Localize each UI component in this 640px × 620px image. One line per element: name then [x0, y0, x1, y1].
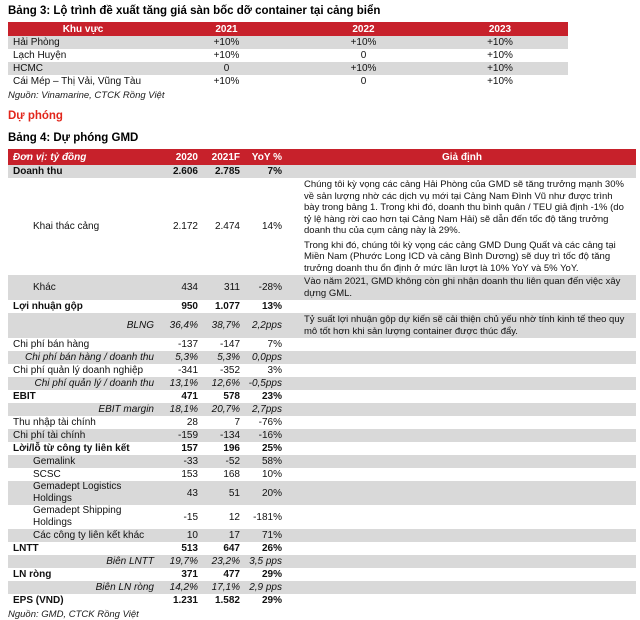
assumption-cell	[288, 313, 636, 338]
value-yoy: 0,0pps	[251, 352, 282, 363]
row-label: Gemadept Logistics Holdings	[33, 481, 122, 504]
table3-header-2022: 2022	[352, 23, 375, 35]
value-yoy: 26%	[261, 543, 282, 554]
table-row	[8, 481, 636, 505]
assumption-cell	[288, 171, 636, 173]
table3-title: Bảng 3: Lộ trình đề xuất tăng giá sàn bốc dỡ container tại cảng biển	[8, 5, 381, 17]
table-row	[8, 338, 636, 351]
value-yoy: -28%	[258, 282, 282, 293]
value-yoy: -16%	[258, 430, 282, 441]
value-yoy: 3,5 pps	[249, 556, 282, 567]
table4-header-2021f: 2021F	[211, 151, 240, 163]
table-row	[8, 529, 636, 542]
table4-title: Bảng 4: Dự phóng GMD	[8, 132, 139, 144]
value-cell: +10%	[487, 76, 513, 87]
value-yoy: -0,5pps	[248, 378, 282, 389]
value-2021f: -147	[219, 339, 240, 350]
value-2021f: -134	[219, 430, 240, 441]
table3-header-row	[8, 22, 568, 36]
table-row	[8, 351, 636, 364]
assumption-cell	[288, 448, 636, 450]
row-label: Lạch Huyện	[13, 50, 67, 61]
table4	[8, 149, 636, 607]
value-yoy: 23%	[261, 391, 282, 402]
row-label: Biên LNTT	[106, 555, 154, 567]
row-label: Chi phí bán hàng	[13, 338, 90, 350]
table-row	[8, 36, 568, 49]
value-2021f: 23,2%	[211, 556, 240, 567]
assumption-paragraph: Chúng tôi kỳ vọng các cảng Hải Phòng của GMD sẽ tăng trưởng mạnh 30% về sản lượng nhờ các dịch vụ mới tại Cảng Nam Đình Vũ như được trình bày trong bảng 1. Trong khi đó, doanh thu bình quân / TEU giả định -1% (do tỷ lệ hàng rời cao hơn tại Cảng Nam Hải) sẽ dẫn đến tốc độ tăng trưởng doanh thu của cụm cảng này là 29%.	[304, 179, 624, 236]
value-2020: 513	[181, 543, 198, 554]
table3	[8, 22, 568, 88]
assumption-cell	[288, 357, 636, 359]
value-yoy: 71%	[261, 530, 282, 541]
value-cell: +10%	[213, 76, 240, 87]
row-label: Chi phí quản lý doanh nghiệp	[13, 364, 144, 376]
value-2020: 1.231	[172, 595, 198, 606]
assumption-cell	[288, 275, 636, 300]
row-label: Khác	[33, 281, 56, 293]
assumption-cell	[288, 461, 636, 463]
value-2021f: 1.582	[214, 595, 240, 606]
assumption-cell	[288, 383, 636, 385]
value-yoy: 29%	[261, 569, 282, 580]
value-2020: 28	[186, 417, 198, 428]
value-2020: 434	[181, 282, 198, 293]
row-label: LNTT	[13, 542, 39, 554]
value-2021f: 311	[224, 282, 240, 293]
value-2021f: 12	[228, 511, 240, 523]
row-label: Biên LN ròng	[95, 581, 154, 593]
value-cell: +10%	[487, 63, 513, 74]
value-2020: 19,7%	[169, 556, 198, 567]
table4-header-assumption: Giả định	[442, 151, 482, 163]
value-yoy: -181%	[253, 511, 282, 523]
table-row	[8, 468, 636, 481]
assumption-cell	[288, 409, 636, 411]
value-yoy: 2,2pps	[251, 320, 282, 331]
value-2021f: 12,6%	[211, 378, 240, 389]
table-row	[8, 455, 636, 468]
table-row	[8, 300, 636, 313]
value-2020: 153	[181, 469, 198, 480]
value-yoy: 2,9 pps	[249, 582, 282, 593]
value-yoy: 3%	[267, 365, 282, 376]
table-row	[8, 429, 636, 442]
assumption-cell	[288, 435, 636, 437]
table3-header-region: Khu vực	[62, 23, 104, 35]
value-2020: -15	[183, 511, 198, 523]
assumption-paragraph: Tỷ suất lợi nhuận gộp dự kiến sẽ cải thiện chủ yếu nhờ tính kinh tế theo quy mô tốt hơn khi sản lượng container được thúc đẩy.	[304, 314, 625, 337]
value-2021f: 17,1%	[211, 582, 240, 593]
value-2020: 14,2%	[169, 582, 198, 593]
row-label: Gemadept Shipping Holdings	[33, 505, 122, 528]
value-cell: +10%	[350, 37, 377, 48]
table-row	[8, 377, 636, 390]
row-label: HCMC	[13, 63, 43, 74]
table4-body	[8, 165, 636, 607]
value-yoy: 20%	[261, 487, 282, 499]
value-2020: -159	[177, 430, 198, 441]
row-label: Hải Phòng	[13, 37, 60, 48]
assumption-cell	[288, 587, 636, 589]
row-label: SCSC	[33, 468, 61, 480]
assumption-cell	[288, 474, 636, 476]
value-cell: +10%	[350, 63, 377, 74]
assumption-cell	[288, 492, 636, 494]
table-row	[8, 49, 568, 62]
table-row	[8, 75, 568, 88]
assumption-cell	[288, 306, 636, 308]
table-row	[8, 403, 636, 416]
table-row	[8, 594, 636, 607]
value-2020: -137	[177, 339, 198, 350]
assumption-cell	[288, 344, 636, 346]
value-yoy: 2,7pps	[251, 404, 282, 415]
row-label: EBIT margin	[98, 403, 154, 415]
value-2020: -33	[183, 456, 198, 467]
value-yoy: 7%	[267, 339, 282, 350]
value-cell: +10%	[213, 37, 240, 48]
value-2021f: 20,7%	[211, 404, 240, 415]
value-2021f: 5,3%	[217, 352, 240, 363]
table-row	[8, 555, 636, 568]
table3-body	[8, 36, 568, 88]
value-yoy: 29%	[261, 595, 282, 606]
table-row	[8, 416, 636, 429]
row-label: Thu nhập tài chính	[13, 416, 96, 428]
value-2021f: 578	[223, 391, 240, 402]
value-2020: 5,3%	[175, 352, 198, 363]
table-row	[8, 364, 636, 377]
table-row	[8, 275, 636, 300]
value-cell: +10%	[487, 37, 513, 48]
value-yoy: 7%	[267, 166, 282, 177]
value-2021f: 7	[234, 417, 240, 428]
value-cell: 0	[360, 50, 367, 61]
value-2020: 10	[186, 530, 198, 541]
table-row	[8, 178, 636, 275]
value-2020: 43	[186, 487, 198, 499]
value-2021f: 647	[223, 543, 240, 554]
assumption-cell	[288, 535, 636, 537]
value-2020: 950	[181, 301, 198, 312]
value-2021f: -52	[225, 456, 240, 467]
value-2020: 2.172	[172, 221, 198, 232]
value-yoy: -76%	[258, 417, 282, 428]
value-2021f: -352	[219, 365, 240, 376]
section-heading-forecast: Dự phóng	[8, 110, 63, 122]
table3-source: Nguồn: Vinamarine, CTCK Rồng Việt	[8, 90, 165, 101]
value-2021f: 17	[228, 530, 240, 541]
row-label: Chi phí tài chính	[13, 429, 86, 441]
table4-header-row	[8, 149, 636, 165]
row-label: Chi phí bán hàng / doanh thu	[25, 351, 154, 363]
value-cell: 0	[360, 76, 367, 87]
value-yoy: 58%	[261, 456, 282, 467]
row-label: Lời/lỗ từ công ty liên kết	[13, 442, 130, 454]
table-row	[8, 62, 568, 75]
table4-header-2020: 2020	[175, 151, 198, 163]
value-2020: -341	[177, 365, 198, 376]
value-yoy: 10%	[261, 469, 282, 480]
value-2020: 2.606	[172, 166, 198, 177]
assumption-cell	[288, 370, 636, 372]
assumption-cell	[288, 516, 636, 518]
value-2021f: 1.077	[214, 301, 240, 312]
table4-header-yoy: YoY %	[251, 151, 282, 163]
assumption-paragraph: Vào năm 2021, GMD không còn ghi nhận doanh thu liên quan đến việc xây dựng GML.	[304, 276, 621, 299]
value-2020: 471	[181, 391, 198, 402]
value-cell: +10%	[213, 50, 240, 61]
value-yoy: 14%	[261, 221, 282, 232]
value-2021f: 2.785	[214, 166, 240, 177]
table-row	[8, 542, 636, 555]
value-2021f: 38,7%	[211, 320, 240, 331]
row-label: Doanh thu	[13, 165, 63, 177]
value-2020: 18,1%	[169, 404, 198, 415]
table-row	[8, 505, 636, 529]
value-cell: 0	[223, 63, 230, 74]
value-2020: 13,1%	[169, 378, 198, 389]
assumption-cell	[288, 600, 636, 602]
value-2021f: 51	[228, 487, 240, 499]
table-row	[8, 581, 636, 594]
value-2021f: 2.474	[214, 221, 240, 232]
assumption-cell	[288, 178, 636, 275]
assumption-cell	[288, 561, 636, 563]
table-row	[8, 390, 636, 403]
row-label: Khai thác cảng	[33, 220, 100, 232]
table3-header-2021: 2021	[215, 23, 238, 35]
table4-header-unit: Đơn vị: tỷ đồng	[13, 151, 87, 163]
table-row	[8, 165, 636, 178]
row-label: LN ròng	[13, 568, 52, 580]
row-label: Cái Mép – Thị Vải, Vũng Tàu	[13, 76, 142, 87]
assumption-cell	[288, 574, 636, 576]
row-label: Chi phí quản lý / doanh thu	[34, 377, 154, 389]
assumption-cell	[288, 422, 636, 424]
table4-source: Nguồn: GMD, CTCK Rồng Việt	[8, 609, 139, 620]
value-yoy: 13%	[261, 301, 282, 312]
row-label: Lợi nhuận gộp	[13, 300, 83, 312]
value-yoy: 25%	[261, 443, 282, 454]
row-label: BLNG	[126, 319, 154, 331]
value-2020: 157	[181, 443, 198, 454]
row-label: EPS (VND)	[13, 594, 64, 606]
table-row	[8, 442, 636, 455]
row-label: EBIT	[13, 390, 36, 402]
value-2021f: 477	[223, 569, 240, 580]
table-row	[8, 568, 636, 581]
value-2020: 36,4%	[169, 320, 198, 331]
row-label: Gemalink	[33, 455, 76, 467]
value-2020: 371	[181, 569, 198, 580]
row-label: Các công ty liên kết khác	[33, 529, 145, 541]
value-cell: +10%	[487, 50, 513, 61]
assumption-cell	[288, 396, 636, 398]
assumption-paragraph: Trong khi đó, chúng tôi kỳ vọng các cảng GMD Dung Quất và các cảng tại Miền Nam (Phước Long ICD và cảng Bình Dương) sẽ duy trì tốc độ tăng trưởng doanh thu ổn định ở mức lần lượt là 10% YoY và 5% YoY.	[304, 239, 616, 274]
table-row	[8, 313, 636, 338]
value-2021f: 168	[223, 469, 240, 480]
table3-header-2023: 2023	[488, 23, 512, 35]
value-2021f: 196	[223, 443, 240, 454]
